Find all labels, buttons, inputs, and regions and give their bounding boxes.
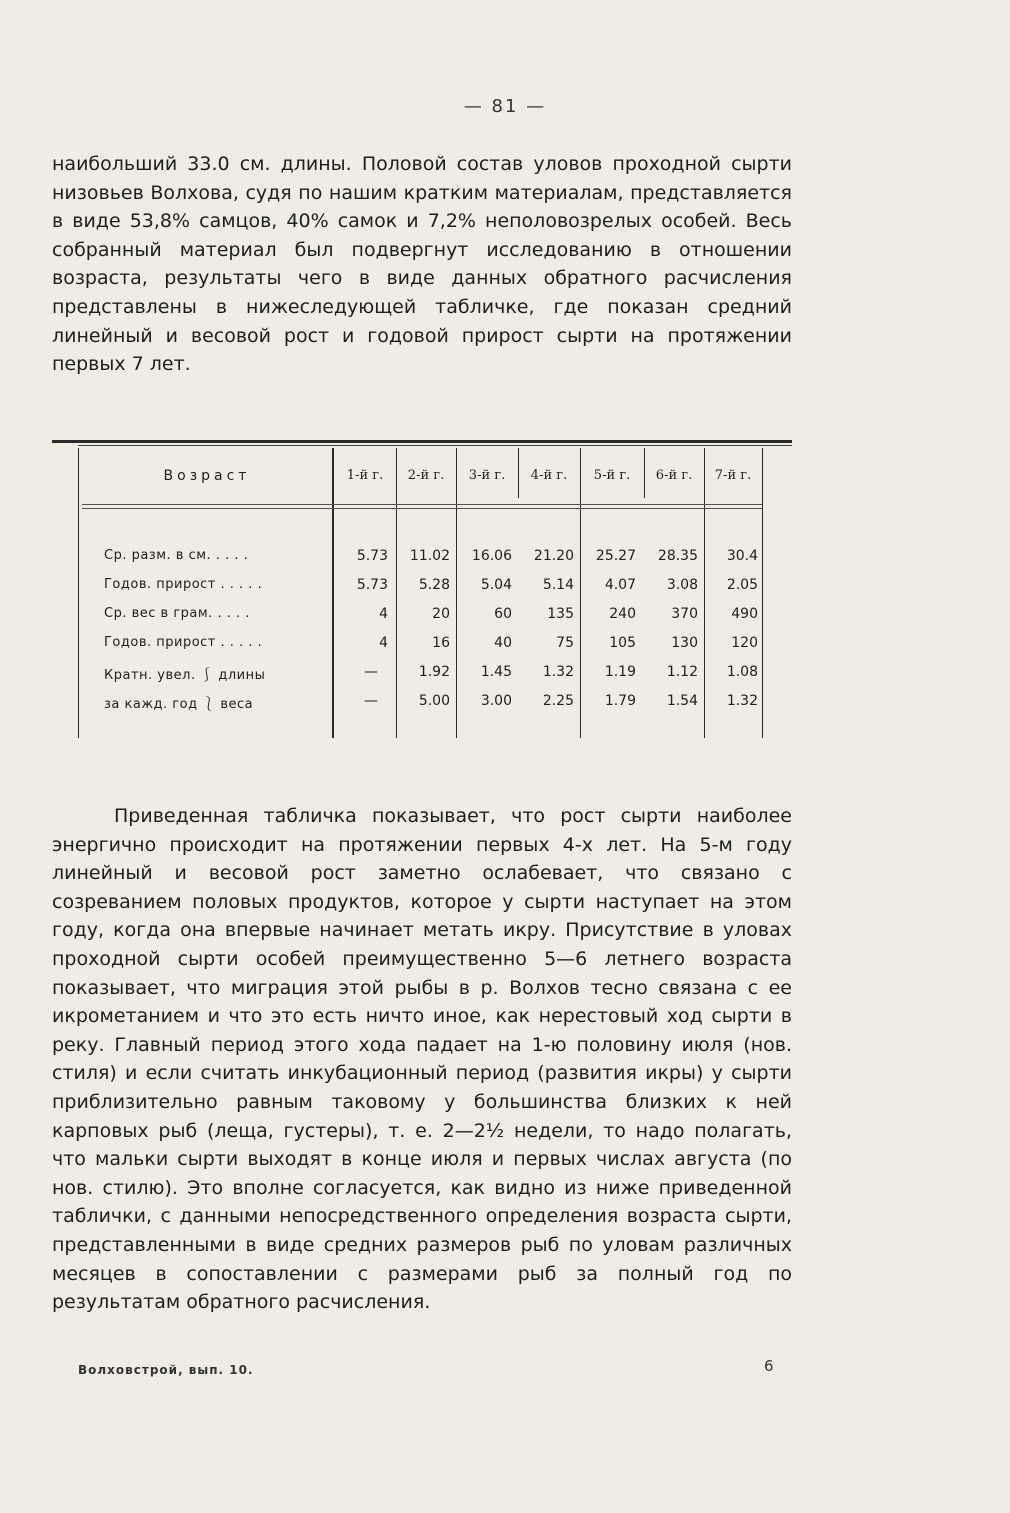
table-cell: 3.00: [480, 693, 512, 709]
table-cell: 5.73: [356, 577, 388, 593]
row-label-annual-growth-weight: Годов. прирост . . . . .: [104, 635, 263, 650]
table-cell: 1.12: [666, 664, 698, 680]
table-cell: 1.54: [666, 693, 698, 709]
table-cell: 1.92: [418, 664, 450, 680]
table-cell: 3.08: [666, 577, 698, 593]
table-cell: 5.04: [480, 577, 512, 593]
table-cell: 1.19: [604, 664, 636, 680]
table-border-right: [762, 448, 763, 738]
header-year-6: 6-й г.: [655, 468, 693, 483]
header-year-4: 4-й г.: [530, 468, 568, 483]
table-cell: 25.27: [595, 548, 636, 564]
page-number: — 81 —: [463, 96, 547, 117]
table-cell: 30.4: [726, 548, 758, 564]
table-cell: 1.45: [480, 664, 512, 680]
footer-signature-mark: 6: [764, 1357, 774, 1375]
table-cell: 1.32: [542, 664, 574, 680]
table-cell: 16.06: [471, 548, 512, 564]
header-year-7: 7-й г.: [714, 468, 752, 483]
table-cell: 11.02: [409, 548, 450, 564]
table-top-rule-thin: [78, 445, 792, 446]
table-top-rule: [52, 440, 792, 443]
table-cell: 5.28: [418, 577, 450, 593]
table-cell: 1.79: [604, 693, 636, 709]
table-cell: 5.14: [542, 577, 574, 593]
table-cell: 21.20: [533, 548, 574, 564]
table-cell: 240: [609, 606, 636, 622]
header-separator-thin: [82, 508, 762, 509]
table-cell: 130: [671, 635, 698, 651]
row-label-avg-size: Ср. разм. в см. . . . .: [104, 548, 249, 563]
table-border-left: [78, 448, 79, 738]
table-cell: 1.32: [726, 693, 758, 709]
row-label-avg-weight: Ср. вес в грам. . . . .: [104, 606, 250, 621]
table-cell: 75: [556, 635, 574, 651]
table-cell: 16: [432, 635, 450, 651]
table-cell: 370: [671, 606, 698, 622]
paragraph-discussion: Приведенная табличка показывает, что рост сырти наиболее энергично происходит на протяжении первых 4-х лет. На 5-м году линейный и весовой рост заметно ослабевает, что связано с созреванием половых продуктов, которое у сырти наступает на этом году, когда она впервые начинает метать икру. Присутствие в уловах проходной сырти особей преимущественно 5—6 летнего возраста показывает, что миграция этой рыбы в р. Волхов тесно связана с ее икрометанием и что это есть ничто иное, как нерестовый ход сырти в реку. Главный период этого хода падает на 1-ю половину июля (нов. стиля) и если считать инкубационный период (развития икры) у сырти приблизительно равным таковому у большинства близких к ней карповых рыб (леща, густеры), т. е. 2—2½ недели, то надо полагать, что мальки сырти выходят в конце июля и первых числах августа (по нов. стилю). Это вполне согласуется, как видно из ниже приведенной таблички, с данными непосредственного определения возраста сырти, представленными в виде средних размеров рыб по уловам различных месяцев в сопоставлении с размерами рыб за полный год по результатам обратного расчисления.: [52, 805, 792, 1314]
table-cell: 60: [494, 606, 512, 622]
table-cell: 105: [609, 635, 636, 651]
table-cell: 40: [494, 635, 512, 651]
table-cell: 1.08: [726, 664, 758, 680]
header-year-5: 5-й г.: [593, 468, 631, 483]
row-label-ratio-weight: за кажд. год ⎱ веса: [104, 697, 254, 712]
header-age: Возраст: [163, 468, 251, 484]
table-cell: 120: [731, 635, 758, 651]
table-cell: 5.73: [356, 548, 388, 564]
table-cell: 20: [432, 606, 450, 622]
header-separator: [82, 504, 762, 505]
growth-table: [52, 440, 792, 740]
table-cell: —: [364, 664, 378, 680]
table-cell: 135: [547, 606, 574, 622]
table-cell: 490: [731, 606, 758, 622]
table-cell: 4.07: [604, 577, 636, 593]
table-cell: 2.25: [542, 693, 574, 709]
row-label-ratio-length: Кратн. увел. ⎰ длины: [104, 668, 266, 683]
footer-publication: Волховстрой, вып. 10.: [78, 1363, 254, 1377]
row-label-annual-growth-length: Годов. прирост . . . . .: [104, 577, 263, 592]
header-year-2: 2-й г.: [407, 468, 445, 483]
table-cell: 28.35: [657, 548, 698, 564]
paragraph-intro: наибольший 33.0 см. длины. Половой состав уловов проходной сырти низовьев Волхова, судя по нашим кратким материалам, представляется в виде 53,8% самцов, 40% самок и 7,2% неполовозрелых особей. Весь собранный материал был подвергнут исследованию в отношении возраста, результаты чего в виде данных обратного расчисления представлены в нижеследующей табличке, где показан средний линейный и весовой рост и годовой прирост сырти на протяжении первых 7 лет.: [52, 153, 792, 376]
table-cell: 4: [379, 606, 388, 622]
header-year-1: 1-й г.: [346, 468, 384, 483]
header-year-3: 3-й г.: [468, 468, 506, 483]
table-cell: 5.00: [418, 693, 450, 709]
table-cell: —: [364, 693, 378, 709]
table-cell: 2.05: [726, 577, 758, 593]
table-cell: 4: [379, 635, 388, 651]
